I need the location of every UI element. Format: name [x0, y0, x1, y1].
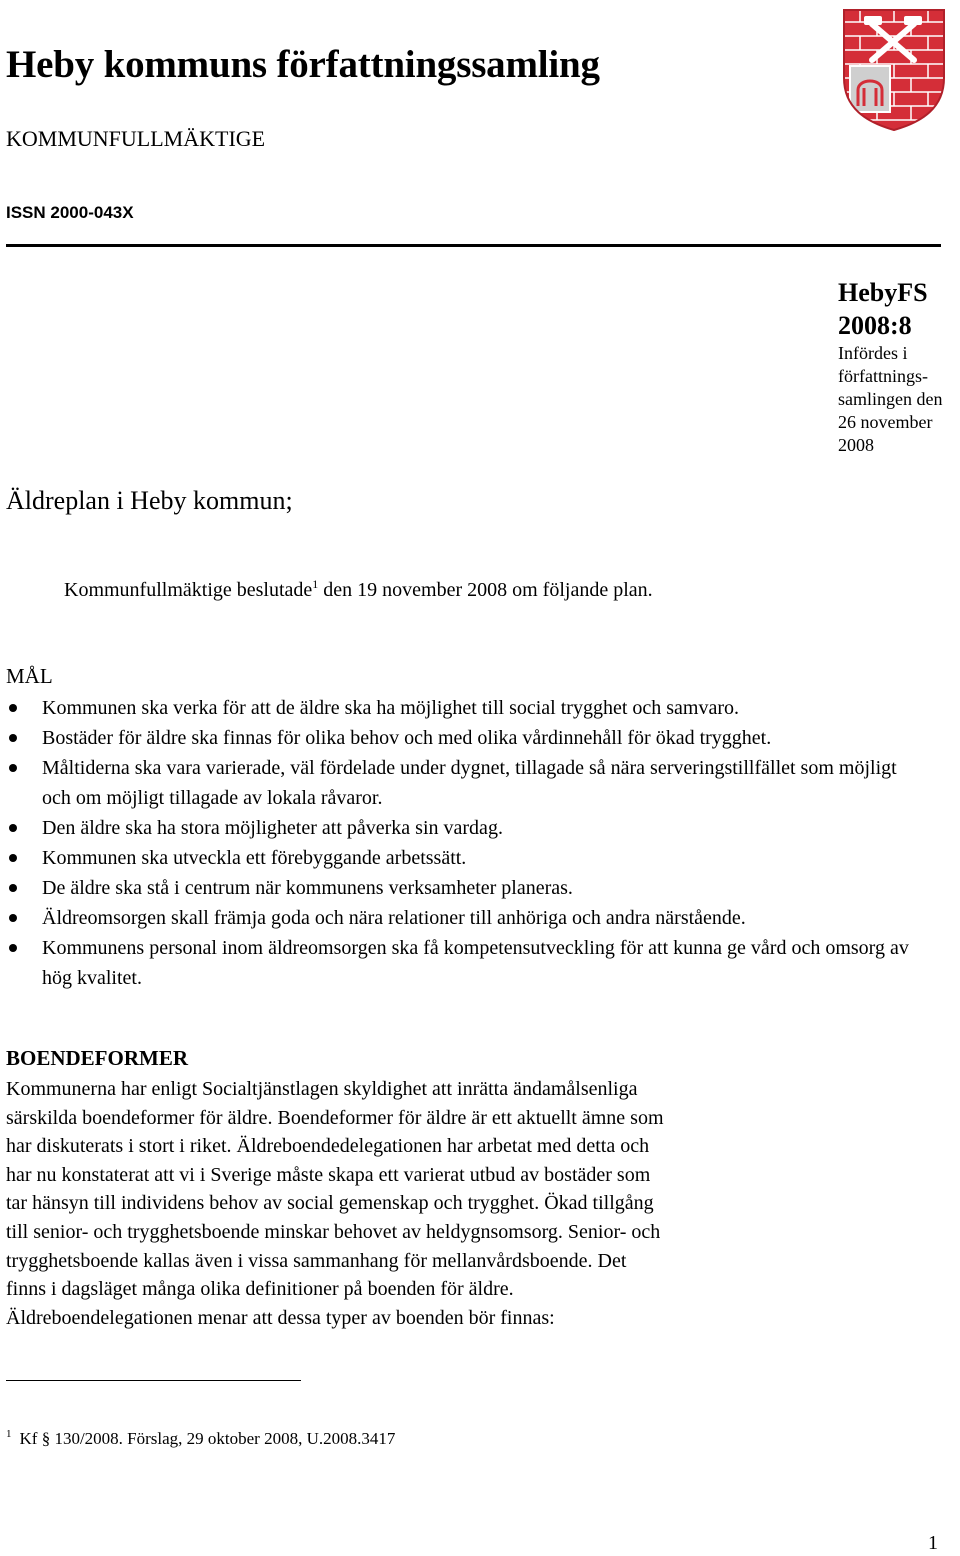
list-item: [0, 693, 930, 723]
list-item: [0, 933, 930, 993]
list-item: [0, 753, 930, 813]
goal-text: Kommunen ska verka för att de äldre ska ha möjlighet till social trygghet och samvaro.: [42, 697, 740, 719]
publication-date-line: författnings-: [838, 366, 928, 386]
bullet-icon: [9, 704, 17, 712]
footnote: [6, 1428, 395, 1449]
heby-coat-of-arms-logo: [842, 8, 946, 132]
publication-date-line: samlingen den: [838, 389, 943, 409]
bullet-icon: [9, 734, 17, 742]
list-item: [0, 843, 930, 873]
intro-text: Kommunfullmäktige beslutade: [64, 579, 313, 601]
paragraph-line: har diskuterats i stort i riket. Äldreboendedelegationen har arbetat med detta och: [6, 1135, 650, 1158]
list-item: [0, 723, 930, 753]
paragraph-line: har nu konstaterat att vi i Sverige måste skapa ett varierat utbud av bostäder som: [6, 1163, 651, 1186]
intro-paragraph: [64, 577, 653, 602]
series-number: 2008:8: [838, 311, 912, 340]
paragraph-line: trygghetsboende kallas även i vissa sammanhang för mellanvårdsboende. Det: [6, 1249, 627, 1272]
bullet-icon: [9, 944, 17, 952]
bullet-icon: [9, 854, 17, 862]
page-number: 1: [928, 1532, 938, 1554]
footnote-reference: 1: [312, 577, 319, 591]
footnote-divider: [6, 1380, 301, 1381]
list-item: [0, 873, 930, 903]
paragraph-line: Kommunerna har enligt Socialtjänstlagen skyldighet att inrätta ändamålsenliga: [6, 1078, 638, 1100]
publication-date-line: Infördes i: [838, 343, 908, 363]
goal-text: Äldreomsorgen skall främja goda och nära relationer till anhöriga och andra närstående.: [42, 907, 746, 929]
paragraph-line: särskilda boendeformer för äldre. Boendeformer för äldre är ett aktuellt ämne som: [6, 1106, 664, 1129]
series-name: HebyFS: [838, 278, 928, 307]
header-divider: [6, 244, 941, 247]
housing-forms-paragraph: [6, 1075, 836, 1332]
issn-number: ISSN 2000-043X: [6, 203, 134, 222]
goals-list: [0, 693, 930, 993]
list-item: [0, 813, 930, 843]
footnote-marker: 1: [6, 1428, 12, 1440]
intro-text-continued: den 19 november 2008 om följande plan.: [318, 579, 653, 601]
paragraph-line: Äldreboendelegationen menar att dessa typer av boenden bör finnas:: [6, 1306, 555, 1329]
publication-number-box: [838, 276, 960, 457]
goals-heading: MÅL: [6, 664, 53, 688]
paragraph-line: tar hänsyn till individens behov av social gemenskap och trygghet. Ökad tillgång: [6, 1192, 654, 1215]
publication-date-line: 2008: [838, 435, 874, 455]
goal-text: Bostäder för äldre ska finnas för olika behov och med olika vårdinnehåll för ökad trygghet.: [42, 727, 772, 749]
goal-text: De äldre ska stå i centrum när kommunens verksamheter planeras.: [42, 877, 573, 899]
paragraph-line: finns i dagsläget många olika definitioner på boenden för äldre.: [6, 1278, 514, 1301]
bullet-icon: [9, 824, 17, 832]
goal-text: Måltiderna ska vara varierade, väl fördelade under dygnet, tillagade så nära serveringstillfället som möjligt och om möjligt tillagade av lokala råvaror.: [42, 757, 897, 809]
publication-subtitle: KOMMUNFULLMÄKTIGE: [6, 126, 266, 151]
document-title: Äldreplan i Heby kommun;: [6, 486, 293, 515]
publication-title: Heby kommuns författningssamling: [6, 43, 600, 86]
goal-text: Kommunen ska utveckla ett förebyggande arbetssätt.: [42, 847, 467, 869]
publication-date-line: 26 november: [838, 412, 933, 432]
bullet-icon: [9, 884, 17, 892]
goal-text: Kommunens personal inom äldreomsorgen ska få kompetensutveckling för att kunna ge vård och omsorg av hög kvalitet.: [42, 937, 909, 989]
list-item: [0, 903, 930, 933]
footnote-text: Kf § 130/2008. Förslag, 29 oktober 2008, U.2008.3417: [19, 1429, 396, 1448]
housing-forms-heading: BOENDEFORMER: [6, 1046, 189, 1070]
bullet-icon: [9, 764, 17, 772]
bullet-icon: [9, 914, 17, 922]
goal-text: Den äldre ska ha stora möjligheter att påverka sin vardag.: [42, 817, 503, 839]
paragraph-line: till senior- och trygghetsboende minskar behovet av heldygnsomsorg. Senior- och: [6, 1220, 661, 1243]
